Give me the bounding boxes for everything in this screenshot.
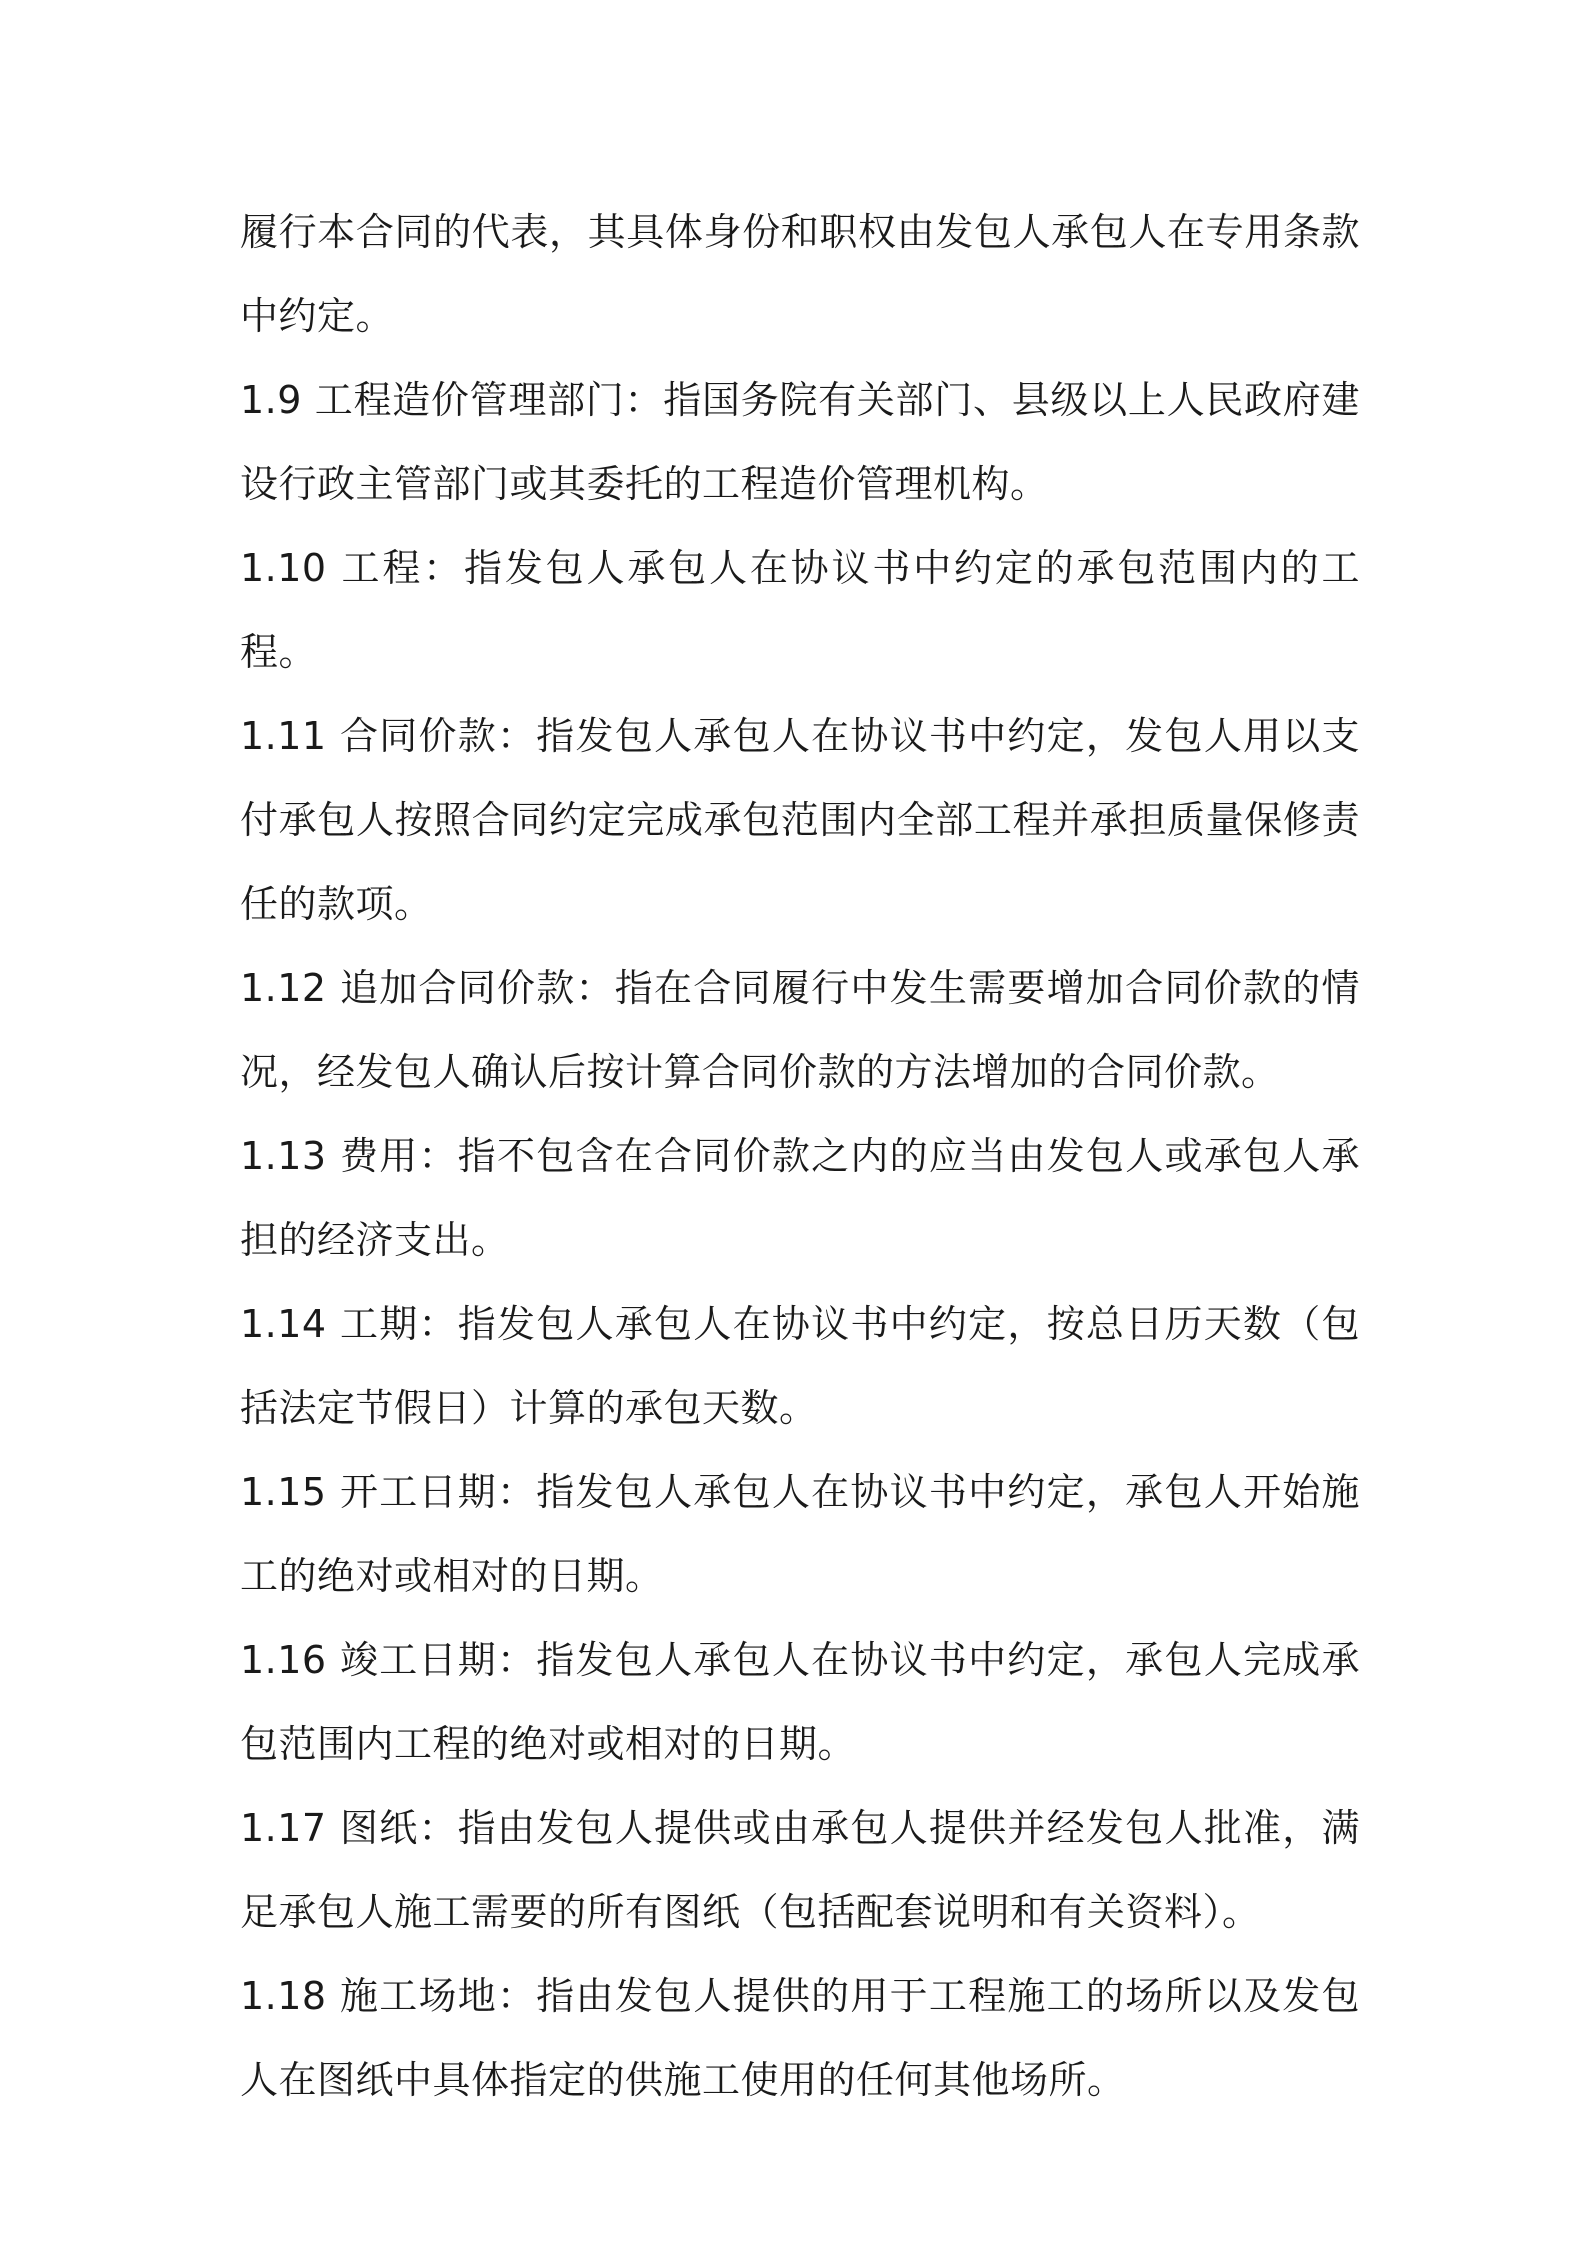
paragraph-1-14: 1.14 工期：指发包人承包人在协议书中约定，按总日历天数（包括法定节假日）计算的承包天数。	[240, 1302, 1360, 1430]
document-body	[240, 190, 1360, 2122]
paragraph-1-11: 1.11 合同价款：指发包人承包人在协议书中约定，发包人用以支付承包人按照合同约定完成承包范围内全部工程并承担质量保修责任的款项。	[240, 714, 1360, 926]
paragraph-1-12: 1.12 追加合同价款：指在合同履行中发生需要增加合同价款的情况，经发包人确认后按计算合同价款的方法增加的合同价款。	[240, 966, 1360, 1094]
paragraph-1-18: 1.18 施工场地：指由发包人提供的用于工程施工的场所以及发包人在图纸中具体指定的供施工使用的任何其他场所。	[240, 1974, 1360, 2102]
paragraph-1-15: 1.15 开工日期：指发包人承包人在协议书中约定，承包人开始施工的绝对或相对的日期。	[240, 1470, 1360, 1598]
paragraph-1-16: 1.16 竣工日期：指发包人承包人在协议书中约定，承包人完成承包范围内工程的绝对或相对的日期。	[240, 1638, 1360, 1766]
paragraph-1-9: 1.9 工程造价管理部门：指国务院有关部门、县级以上人民政府建设行政主管部门或其委托的工程造价管理机构。	[240, 378, 1360, 506]
paragraph-1-13: 1.13 费用：指不包含在合同价款之内的应当由发包人或承包人承担的经济支出。	[240, 1134, 1360, 1262]
paragraph-1-10: 1.10 工程：指发包人承包人在协议书中约定的承包范围内的工程。	[240, 546, 1360, 674]
paragraph-representative: 履行本合同的代表，其具体身份和职权由发包人承包人在专用条款中约定。	[240, 210, 1360, 338]
paragraph-1-17: 1.17 图纸：指由发包人提供或由承包人提供并经发包人批准，满足承包人施工需要的所有图纸（包括配套说明和有关资料）。	[240, 1806, 1360, 1934]
